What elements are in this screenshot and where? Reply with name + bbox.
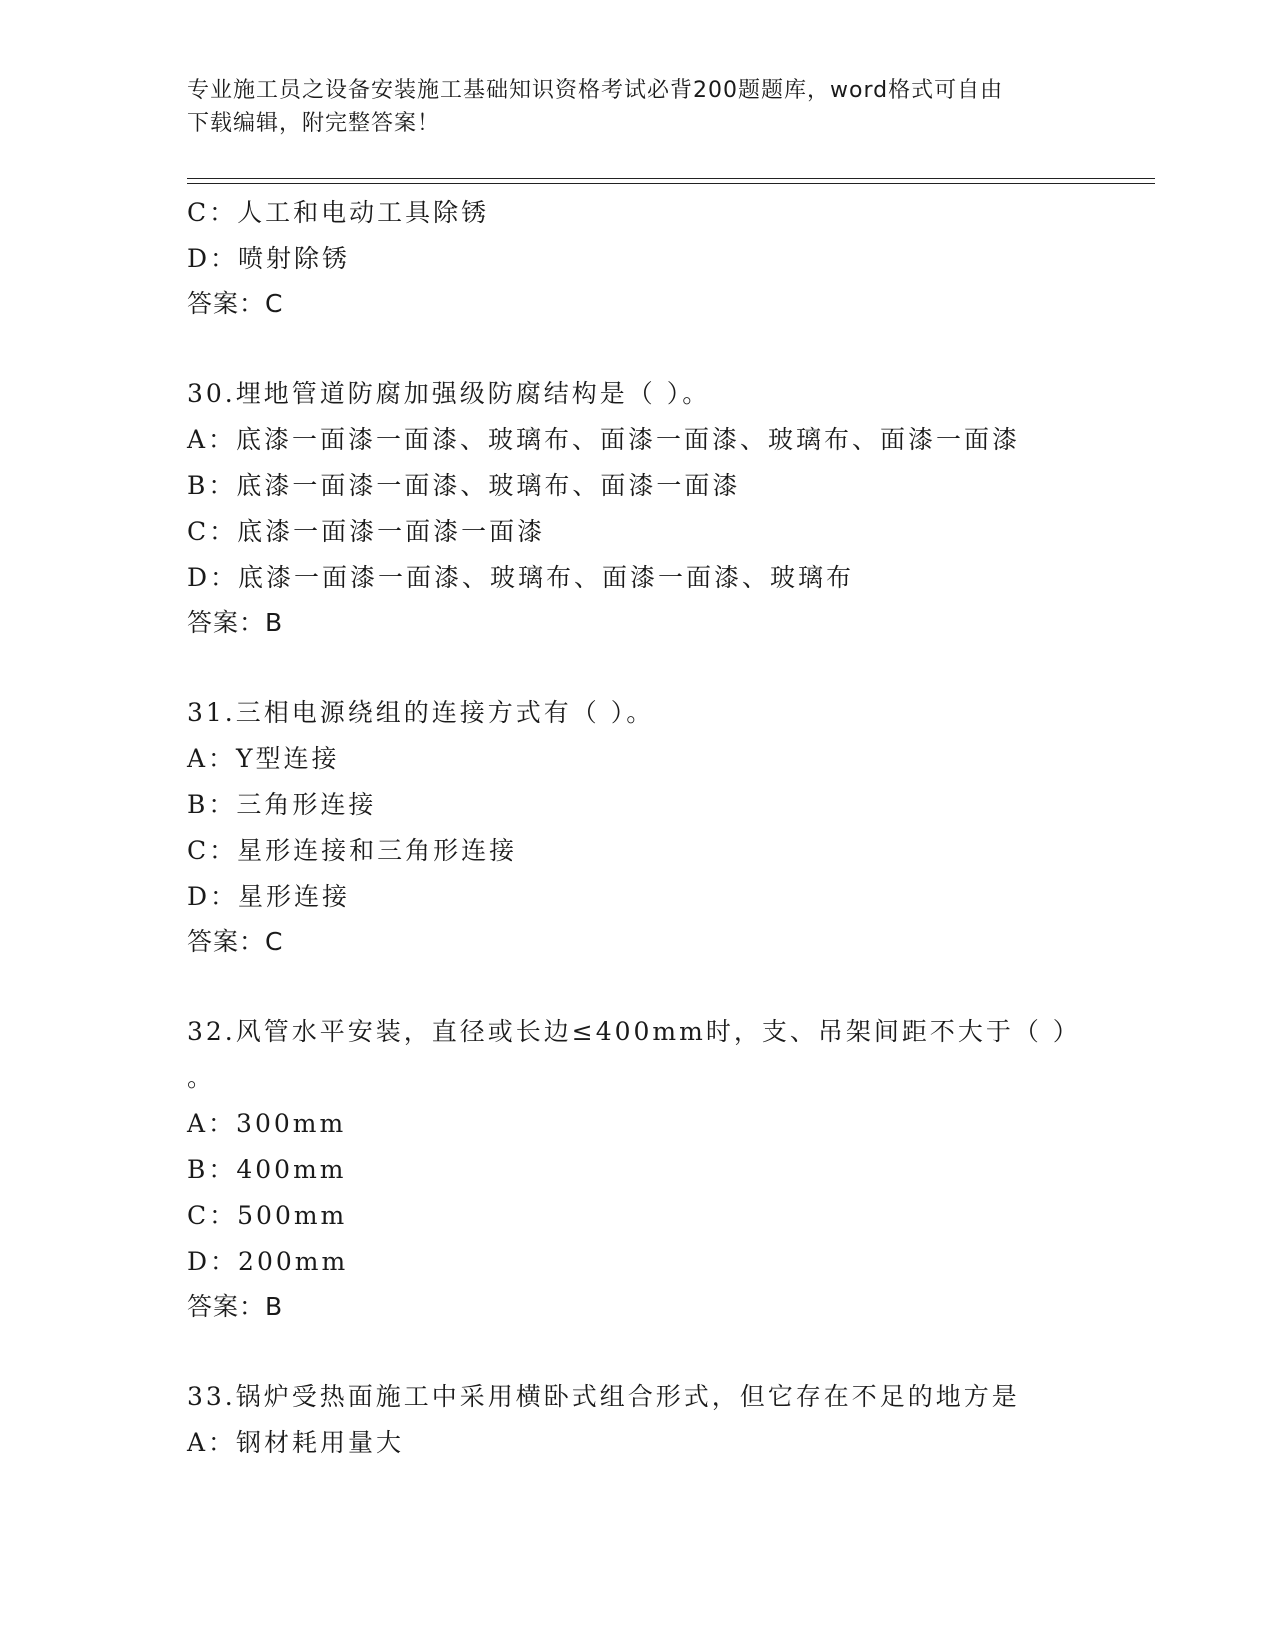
question-30 xyxy=(187,371,1127,645)
option-a: A：底漆一面漆一面漆、玻璃布、面漆一面漆、玻璃布、面漆一面漆 xyxy=(187,425,1021,454)
question-title: 30.埋地管道防腐加强级防腐结构是（ ）。 xyxy=(187,379,711,408)
option-a: A：300mm xyxy=(187,1109,347,1138)
answer-line: 答案：C xyxy=(187,927,284,956)
question-29-continuation xyxy=(187,190,1127,326)
question-32 xyxy=(187,1009,1127,1329)
option-d: D：底漆一面漆一面漆、玻璃布、面漆一面漆、玻璃布 xyxy=(187,563,855,592)
header-divider-bottom xyxy=(187,183,1155,184)
option-c: C：星形连接和三角形连接 xyxy=(187,836,518,865)
answer-line: 答案：C xyxy=(187,289,284,318)
option-b: B：三角形连接 xyxy=(187,790,377,819)
question-title: 31.三相电源绕组的连接方式有（ ）。 xyxy=(187,698,655,727)
option-c: C：底漆一面漆一面漆一面漆 xyxy=(187,517,546,546)
question-title: 33.锅炉受热面施工中采用横卧式组合形式，但它存在不足的地方是 xyxy=(187,1382,1020,1411)
document-header xyxy=(187,74,1067,140)
answer-line: 答案：B xyxy=(187,608,284,637)
option-b: B：400mm xyxy=(187,1155,347,1184)
question-31 xyxy=(187,690,1127,964)
header-divider-top xyxy=(187,178,1155,179)
question-title: 32.风管水平安装，直径或长边≤400mm时，支、吊架间距不大于（ ） xyxy=(187,1017,1081,1046)
option-a: A：钢材耗用量大 xyxy=(187,1428,405,1457)
option-a: A：Y型连接 xyxy=(187,744,340,773)
option-d: D：星形连接 xyxy=(187,882,351,911)
answer-line: 答案：B xyxy=(187,1292,284,1321)
question-list xyxy=(187,190,1127,1466)
header-title-line-2: 下载编辑，附完整答案！ xyxy=(187,111,441,136)
option-b: B：底漆一面漆一面漆、玻璃布、面漆一面漆 xyxy=(187,471,741,500)
option-c: C：500mm xyxy=(187,1201,348,1230)
option-c: C：人工和电动工具除锈 xyxy=(187,198,490,227)
header-title-line-1: 专业施工员之设备安装施工基础知识资格考试必背200题题库，word格式可自由 xyxy=(187,78,1004,103)
question-33 xyxy=(187,1374,1127,1466)
question-title-continuation: 。 xyxy=(187,1063,216,1092)
option-d: D：喷射除锈 xyxy=(187,244,351,273)
option-d: D：200mm xyxy=(187,1247,349,1276)
